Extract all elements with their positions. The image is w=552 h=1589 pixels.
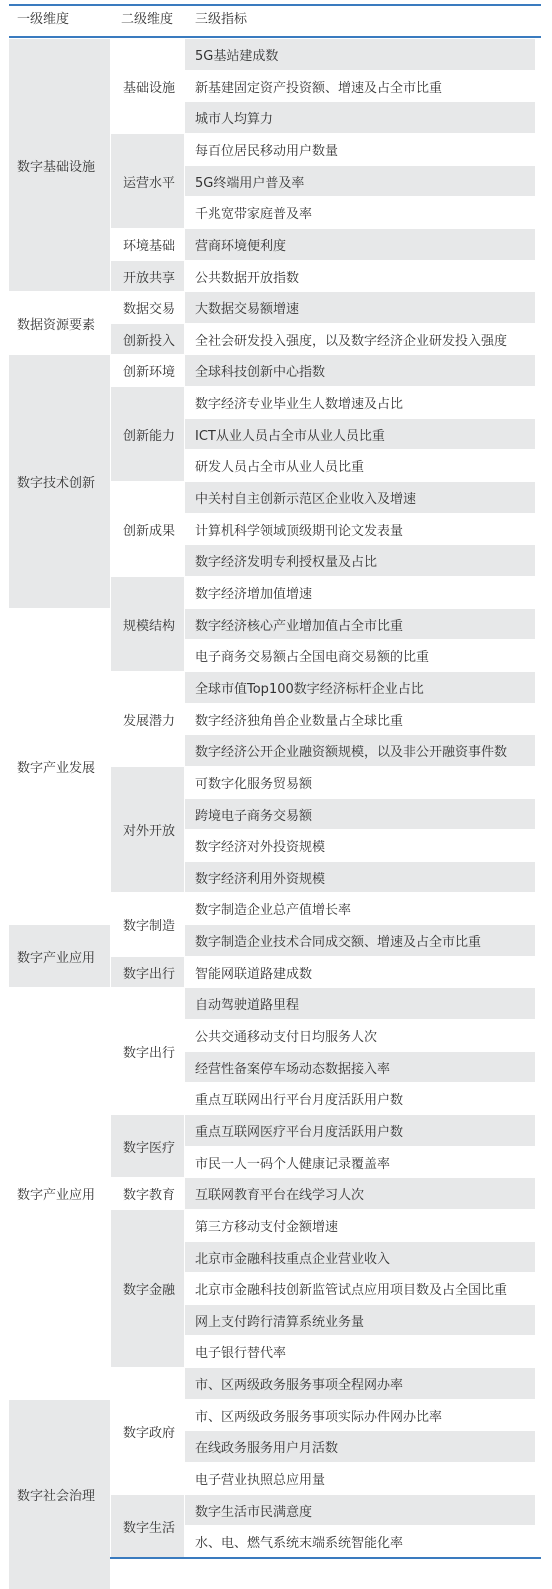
- header-level3: 三级指标: [195, 12, 248, 27]
- level3-cell: 新基建固定资产投资额、增速及占全市比重: [195, 80, 443, 96]
- level3-cell: 水、电、燃气系统末端系统智能化率: [195, 1536, 404, 1551]
- level3-cell: 互联网教育平台在线学习人次: [185, 1178, 535, 1209]
- level3-cell: 研发人员占全市从业人员比重: [195, 460, 365, 475]
- level2-cell: 基础设施: [123, 80, 176, 96]
- level3-cell: 数字经济专业毕业生人数增速及占比: [195, 397, 404, 412]
- level3-cell: 数字经济公开企业融资额规模，以及非公开融资事件数: [185, 735, 535, 766]
- level3-cell: 5G终端用户普及率: [185, 166, 535, 196]
- level2-cell: 数字教育: [123, 1188, 176, 1203]
- level1-cell: 数字社会治理: [9, 1400, 110, 1589]
- level2-cell: 运营水平: [111, 134, 184, 228]
- level2-cell: 数字制造: [123, 919, 176, 934]
- level2-cell: 数字出行: [123, 1045, 176, 1061]
- level2-cell: 发展潜力: [123, 713, 176, 729]
- level2-cell: 创新成果: [123, 523, 176, 539]
- level3-cell: 数字经济利用外资规模: [185, 862, 535, 892]
- level3-cell: 市民一人一码个人健康记录覆盖率: [195, 1156, 391, 1172]
- level3-cell: ICT从业人员占全市从业人员比重: [185, 419, 535, 449]
- level3-cell: 北京市金融科技重点企业营业收入: [185, 1242, 535, 1272]
- level2-cell: 数字金融: [111, 1210, 184, 1367]
- level3-cell: 千兆宽带家庭普及率: [195, 207, 313, 222]
- level1-cell: 数字技术创新: [9, 355, 110, 608]
- level2-cell: 规模结构: [111, 577, 184, 671]
- level3-cell: 自动驾驶道路里程: [185, 988, 535, 1019]
- level3-cell: 数字经济对外投资规模: [195, 840, 326, 855]
- level3-cell: 公共数据开放指数: [195, 270, 300, 286]
- level1-cell: 数字基础设施: [9, 39, 110, 291]
- level3-cell: 全球市值Top100数字经济标杆企业占比: [185, 672, 535, 703]
- level3-cell: 电子商务交易额占全国电商交易额的比重: [195, 650, 430, 665]
- header-bottom-rule: [9, 36, 541, 38]
- level3-cell: 城市人均算力: [185, 102, 535, 133]
- level3-cell: 市、区两级政务服务事项实际办件网办比率: [195, 1409, 443, 1425]
- level3-cell: 数字经济增加值增速: [195, 587, 313, 602]
- level2-cell: 数字政府: [123, 1425, 176, 1441]
- level3-cell: 网上支付跨行清算系统业务量: [185, 1305, 535, 1335]
- level3-cell: 数字经济发明专利授权量及占比: [185, 545, 535, 576]
- level2-cell: 数字生活: [111, 1495, 184, 1557]
- level3-cell: 每百位居民移动用户数量: [195, 144, 339, 159]
- level2-cell: 数据交易: [123, 302, 176, 317]
- level1-cell: 数字产业应用: [9, 925, 110, 987]
- level3-cell: 跨境电子商务交易额: [185, 799, 535, 829]
- level3-cell: 营商环境便利度: [185, 229, 535, 260]
- level2-cell: 数字医疗: [111, 1115, 184, 1177]
- header-level2: 二级维度: [121, 12, 174, 27]
- level3-cell: 电子银行替代率: [195, 1346, 287, 1361]
- level2-cell: 开放共享: [111, 261, 184, 291]
- level2-cell: 环境基础: [123, 239, 176, 254]
- level3-cell: 中关村自主创新示范区企业收入及增速: [185, 482, 535, 513]
- level3-cell: 数字经济核心产业增加值占全市比重: [185, 609, 535, 639]
- level3-cell: 电子营业执照总应用量: [195, 1473, 326, 1488]
- level3-cell: 经营性备案停车场动态数据接入率: [185, 1052, 535, 1082]
- level2-cell: 数字出行: [111, 957, 184, 987]
- level3-cell: 重点互联网医疗平台月度活跃用户数: [185, 1115, 535, 1146]
- level3-cell: 第三方移动支付金额增速: [195, 1220, 339, 1235]
- level3-cell: 数字制造企业技术合同成交额、增速及占全市比重: [185, 925, 535, 956]
- level3-cell: 在线政务服务用户月活数: [185, 1431, 535, 1462]
- level1-cell: 数字产业应用: [17, 1188, 96, 1203]
- level1-cell: 数字产业发展: [17, 761, 96, 776]
- level3-cell: 全社会研发投入强度，以及数字经济企业研发投入强度: [195, 333, 508, 349]
- level2-cell: 创新能力: [111, 387, 184, 481]
- level3-cell: 市、区两级政务服务事项全程网办率: [185, 1368, 535, 1399]
- level3-cell: 重点互联网出行平台月度活跃用户数: [195, 1093, 404, 1108]
- level3-cell: 5G基站建成数: [185, 39, 535, 70]
- level1-cell: 数据资源要素: [17, 317, 96, 333]
- level2-cell: 对外开放: [111, 767, 184, 892]
- level3-cell: 计算机科学领域顶级期刊论文发表量: [195, 523, 404, 539]
- level3-cell: 智能网联道路建成数: [195, 966, 313, 982]
- level3-cell: 大数据交易额增速: [185, 292, 535, 323]
- level3-cell: 数字制造企业总产值增长率: [195, 903, 352, 918]
- header-top-rule: [9, 4, 541, 6]
- level3-cell: 数字经济独角兽企业数量占全球比重: [195, 713, 404, 729]
- level3-cell: 公共交通移动支付日均服务人次: [195, 1030, 378, 1045]
- level3-cell: 全球科技创新中心指数: [185, 355, 535, 386]
- level3-cell: 北京市金融科技创新监管试点应用项目数及占全国比重: [195, 1283, 508, 1298]
- level2-cell: 创新投入: [111, 324, 184, 354]
- level2-cell: 创新环境: [123, 365, 176, 380]
- level3-cell: 数字生活市民满意度: [185, 1495, 535, 1525]
- header-level1: 一级维度: [17, 12, 70, 27]
- level3-cell: 可数字化服务贸易额: [195, 777, 313, 792]
